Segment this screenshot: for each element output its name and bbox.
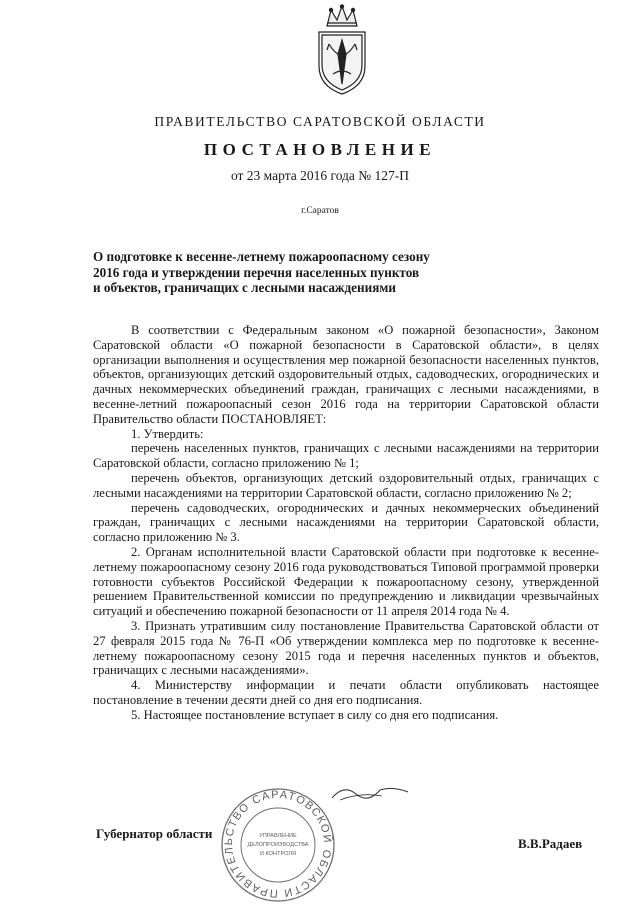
- clause-4: 4. Министерству информации и печати области опубликовать настоящее постановление в течении десяти дней со дня его подписания.: [93, 678, 599, 707]
- city-label: г.Саратов: [301, 206, 339, 216]
- heading-line: 2016 года и утверждении перечня населенных пунктов: [93, 264, 420, 280]
- heading-line: и объектов, граничащих с лесными насаждениями: [93, 280, 396, 296]
- signatory-name: В.В.Радаев: [518, 836, 583, 851]
- decree-heading: [93, 249, 513, 296]
- decree-date-number: от 23 марта 2016 года № 127-П: [230, 168, 410, 183]
- list-item-appendix-3: перечень садоводческих, огороднических и дачных некоммерческих объединений граждан, граничащих с лесными насаждениями на территории Саратовской области, согласно приложению № 3.: [93, 500, 599, 545]
- coat-of-arms-emblem: [313, 4, 371, 96]
- clause-3: 3. Признать утратившим силу постановление Правительства Саратовской области от 27 февраля 2015 года № 76-П «Об утверждении комплекса мер по подготовке к весенне-летнему пожароопасному сезону 2015 года и перечня населенных пунктов и объектов, граничащих с лесными насаждениями».: [93, 618, 599, 678]
- stamp-inner-line: И КОНТРОЛЯ: [259, 851, 297, 857]
- signature-scribble: [330, 780, 410, 804]
- clause-5: 5. Настоящее постановление вступает в силу со дня его подписания.: [131, 707, 499, 722]
- decree-title: ПОСТАНОВЛЕНИЕ: [203, 140, 437, 159]
- clause-2: 2. Органам исполнительной власти Саратовской области при подготовке к весенне-летнему пожароопасному сезону 2016 года руководствоваться Типовой программой проверки готовности субъектов Российской Федерации к пожароопасному сезону, утвержденной решением Правительственной комиссии по предупреждению и ликвидации чрезвычайных ситуаций и обеспечению пожарной безопасности от 11 апреля 2014 года № 4.: [93, 544, 599, 619]
- decree-body: [93, 323, 599, 723]
- stamp-ring-text: ПРАВИТЕЛЬСТВО САРАТОВСКОЙ ОБЛАСТИ: [222, 788, 334, 900]
- official-stamp: [214, 787, 342, 905]
- stamp-inner-line: ДЕЛОПРОИЗВОДСТВА: [247, 842, 309, 848]
- heading-line: О подготовке к весенне-летнему пожароопасному сезону: [93, 249, 430, 264]
- signatory-title: Губернатор области: [96, 826, 213, 841]
- stamp-inner-line: УПРАВЛЕНИЕ: [259, 833, 297, 839]
- list-item-appendix-2: перечень объектов, организующих детский оздоровительный отдых, граничащих с лесными насаждениями на территории Саратовской области, согласно приложению № 2;: [93, 470, 599, 500]
- preamble-paragraph: В соответствии с Федеральным законом «О пожарной безопасности», Законом Саратовской области «О пожарной безопасности в Саратовской области», в целях организации выполнения и осуществления мер пожарной безопасности населенных пунктов, объектов, организующих детский оздоровительный отдых, садоводческих, огороднических и дачных некоммерческих объединений граждан, граничащих с лесными насаждениями, в весенне-летний пожароопасный сезон 2016 года на территории Саратовской области Правительство области ПОСТАНОВЛЯЕТ:: [93, 323, 599, 426]
- clause-1: 1. Утвердить:: [131, 426, 204, 441]
- list-item-appendix-1: перечень населенных пунктов, граничащих с лесными насаждениями на территории Саратовской области, согласно приложению № 1;: [93, 441, 599, 471]
- government-name: ПРАВИТЕЛЬСТВО САРАТОВСКОЙ ОБЛАСТИ: [154, 114, 486, 129]
